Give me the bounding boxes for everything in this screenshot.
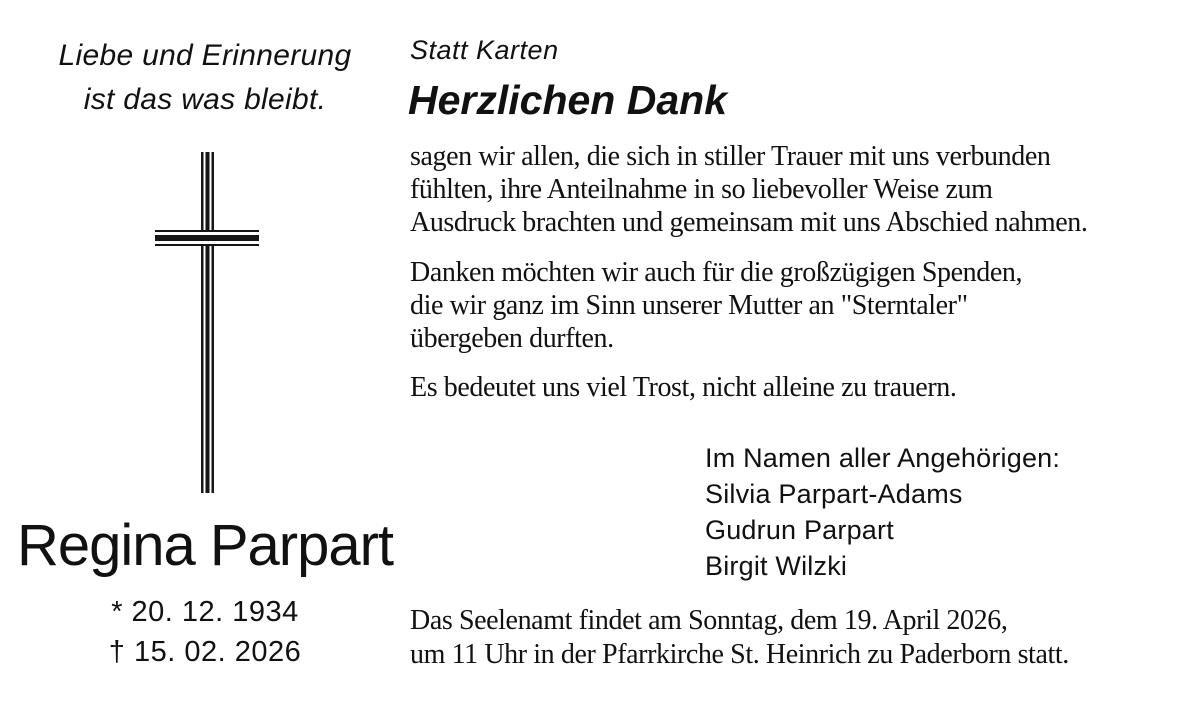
paragraph-thanks-line-2: fühlten, ihre Anteilnahme in so liebevoller Weise zum [410, 174, 993, 205]
paragraph-donations-line-1: Danken möchten wir auch für die großzügigen Spenden, [410, 257, 1023, 288]
cross-horizontal-arm [155, 230, 259, 246]
signoff-name-1: Silvia Parpart-Adams [705, 479, 963, 509]
right-column [408, 0, 1200, 710]
death-date: † 15. 02. 2026 [108, 636, 302, 668]
pre-title: Statt Karten [410, 35, 559, 65]
cross-vertical-bar [201, 152, 214, 493]
signoff-name-3: Birgit Wilzki [705, 551, 848, 581]
signoff-block [705, 440, 1060, 584]
paragraph-thanks-line-3: Ausdruck brachten und gemeinsam mit uns Abschied nahmen. [410, 207, 1088, 238]
cross-icon [155, 152, 259, 493]
paragraph-service [410, 604, 1069, 672]
birth-date: * 20. 12. 1934 [111, 596, 299, 628]
paragraph-thanks [410, 140, 1087, 239]
left-column [0, 0, 410, 710]
life-dates [0, 592, 410, 672]
epigraph-line-2: ist das was bleibt. [83, 83, 327, 116]
paragraph-donations-line-3: übergeben durften. [410, 323, 614, 354]
signoff-name-2: Gudrun Parpart [705, 515, 894, 545]
epigraph [0, 34, 410, 122]
paragraph-consolation [410, 371, 956, 404]
paragraph-donations [410, 256, 1022, 355]
epigraph-line-1: Liebe und Erinnerung [58, 39, 352, 72]
paragraph-thanks-line-1: sagen wir allen, die sich in stiller Trauer mit uns verbunden [410, 141, 1051, 172]
paragraph-service-line-1: Das Seelenamt findet am Sonntag, dem 19. April 2026, [410, 605, 1008, 636]
paragraph-consolation-line-1: Es bedeutet uns viel Trost, nicht alleine zu trauern. [410, 372, 957, 403]
paragraph-donations-line-2: die wir ganz im Sinn unserer Mutter an "Sterntaler" [410, 290, 968, 321]
signoff-heading: Im Namen aller Angehörigen: [705, 443, 1061, 473]
deceased-name: Regina Parpart [16, 513, 394, 578]
paragraph-service-line-2: um 11 Uhr in der Pfarrkirche St. Heinrich zu Paderborn statt. [410, 639, 1069, 670]
page-title: Herzlichen Dank [408, 77, 727, 123]
